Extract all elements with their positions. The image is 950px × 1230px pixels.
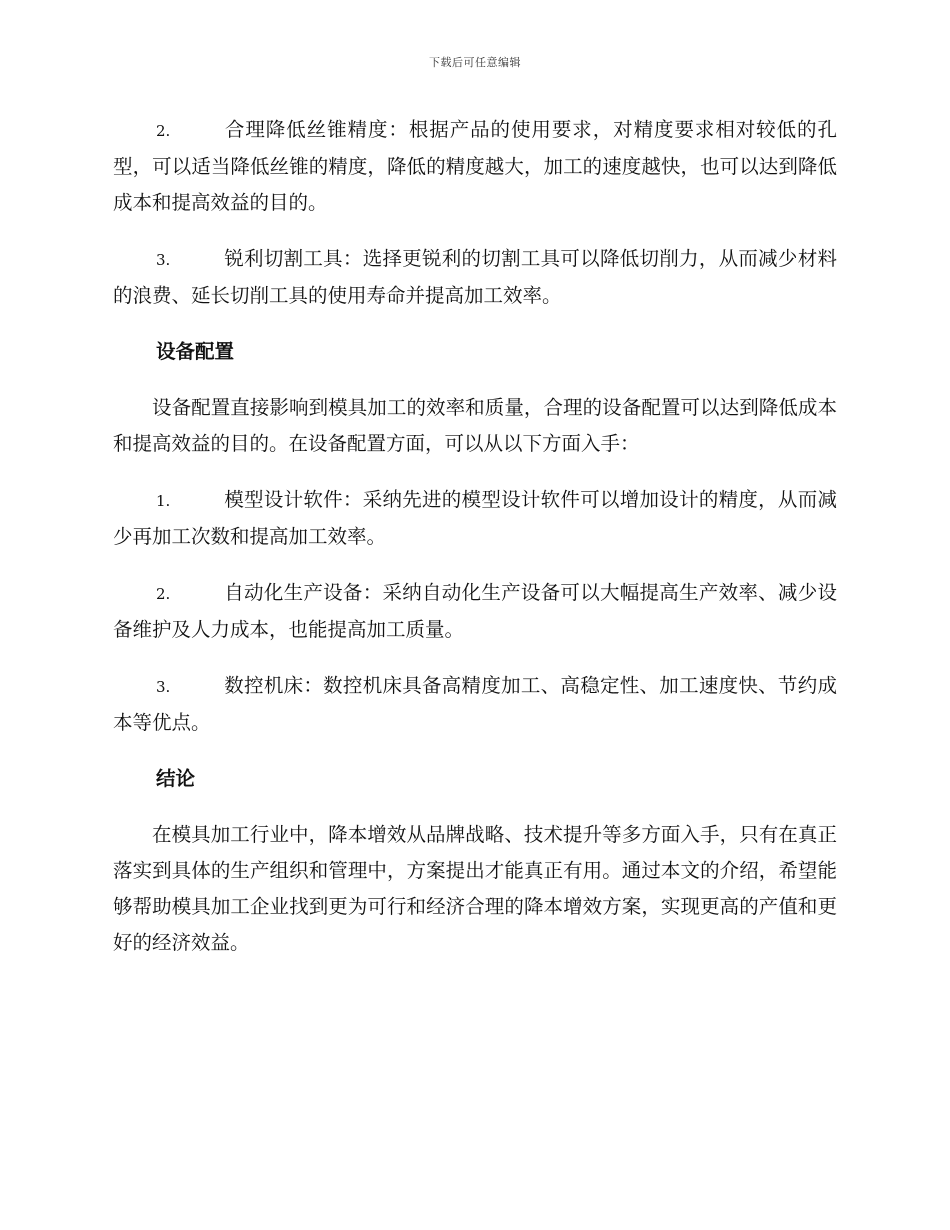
list-number: 2. bbox=[156, 585, 171, 603]
section-heading-conclusion: 结论 bbox=[156, 767, 196, 790]
section-heading-equipment: 设备配置 bbox=[156, 340, 235, 363]
list-number: 2. bbox=[156, 122, 171, 140]
list-number: 3. bbox=[156, 678, 171, 696]
document-body bbox=[113, 112, 837, 981]
header-note: 下载后可任意编辑 bbox=[429, 56, 521, 69]
paragraph-equipment: 设备配置直接影响到模具加工的效率和质量，合理的设备配置可以达到降低成本和提高效益的目的。在设备配置方面，可以从以下方面入手： bbox=[113, 396, 837, 455]
list-item bbox=[113, 482, 837, 555]
list-number: 3. bbox=[156, 251, 171, 269]
list-text: 数控机床：数控机床具备高精度加工、高稳定性、加工速度快、节约成本等优点。 bbox=[113, 674, 837, 734]
list-item bbox=[113, 668, 837, 741]
paragraph-conclusion: 在模具加工行业中，降本增效从品牌战略、技术提升等多方面入手，只有在真正落实到具体的生产组织和管理中，方案提出才能真正有用。通过本文的介绍，希望能够帮助模具加工企业找到更为可行和经济合理的降本增效方案，实现更高的产值和更好的经济效益。 bbox=[113, 823, 837, 954]
list-text: 锐利切割工具：选择更锐利的切割工具可以降低切削力，从而减少材料的浪费、延长切削工具的使用寿命并提高加工效率。 bbox=[113, 247, 837, 307]
list-number: 1. bbox=[156, 492, 171, 510]
list-item bbox=[113, 575, 837, 648]
list-text: 自动化生产设备：采纳自动化生产设备可以大幅提高生产效率、减少设备维护及人力成本，也能提高加工质量。 bbox=[113, 581, 837, 641]
list-item bbox=[113, 112, 837, 221]
list-text: 合理降低丝锥精度：根据产品的使用要求，对精度要求相对较低的孔型，可以适当降低丝锥的精度，降低的精度越大，加工的速度越快，也可以达到降低成本和提高效益的目的。 bbox=[113, 118, 837, 214]
list-text: 模型设计软件：采纳先进的模型设计软件可以增加设计的精度，从而减少再加工次数和提高加工效率。 bbox=[113, 488, 837, 548]
list-item bbox=[113, 241, 837, 314]
